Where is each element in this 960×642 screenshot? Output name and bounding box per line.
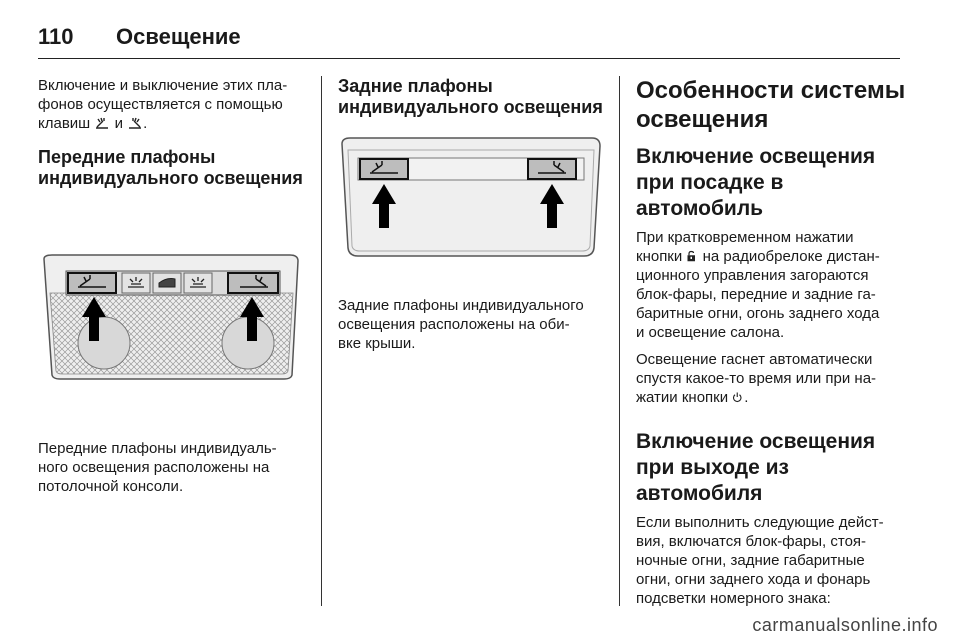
front-console-figure xyxy=(38,253,306,413)
left-lamp-lens xyxy=(78,317,130,369)
page-header xyxy=(38,14,900,59)
column-3 xyxy=(636,76,906,616)
column-divider-2 xyxy=(619,76,620,606)
column-2 xyxy=(338,76,606,361)
power-icon xyxy=(732,390,744,404)
heading-exit-lighting: Включение освещения при выходе из автомобиля xyxy=(636,430,876,505)
rear-right-lamp-button[interactable] xyxy=(528,159,576,179)
dome-off-button[interactable] xyxy=(122,273,150,293)
page-number: 110 xyxy=(38,24,74,49)
heading-lighting-features: Особенности системы освещения xyxy=(636,77,906,133)
reading-lamp-right-icon xyxy=(127,116,143,130)
unlock-icon xyxy=(686,249,698,263)
left-lamp-button[interactable] xyxy=(68,273,116,293)
watermark: carmanualsonline.info xyxy=(752,615,938,635)
heading-rear-lamps: Задние плафоны индивидуального освещения xyxy=(338,76,603,117)
exit-paragraph: Если выполнить следующие дейст- вия, включатся блок-фары, стоя- ночные огни, задние габаритные огни, огни заднего хода и фонарь подсветки номерного знака: xyxy=(636,514,884,607)
rear-left-lamp-button[interactable] xyxy=(360,159,408,179)
front-caption: Передние плафоны индивидуаль- ного освещения расположены на потолочной консоли. xyxy=(38,440,277,495)
dome-on-button[interactable] xyxy=(184,273,212,293)
heading-front-lamps: Передние плафоны индивидуального освещения xyxy=(38,147,303,188)
auto-off-paragraph: Освещение гаснет автоматически спустя какое-то время или при на- жатии кнопки . xyxy=(636,351,877,406)
intro-paragraph: Включение и выключение этих пла- фонов осуществляется с помощью клавиш и . xyxy=(38,77,288,132)
column-divider-1 xyxy=(321,76,322,606)
entry-paragraph: При кратковременном нажатии кнопки на радиобрелоке дистан- ционного управления загораются блок-фары, передние и задние га- баритные огни, огонь заднего хода и освещение салона. xyxy=(636,229,880,341)
reading-lamp-left-icon xyxy=(94,116,110,130)
rear-caption: Задние плафоны индивидуального освещения расположены на оби- вке крыши. xyxy=(338,297,584,352)
heading-entry-lighting: Включение освещения при посадке в автомобиль xyxy=(636,145,876,220)
page-title: Освещение xyxy=(116,24,241,49)
rear-roof-figure xyxy=(338,136,606,266)
column-1 xyxy=(38,76,306,504)
right-lamp-button[interactable] xyxy=(228,273,278,293)
